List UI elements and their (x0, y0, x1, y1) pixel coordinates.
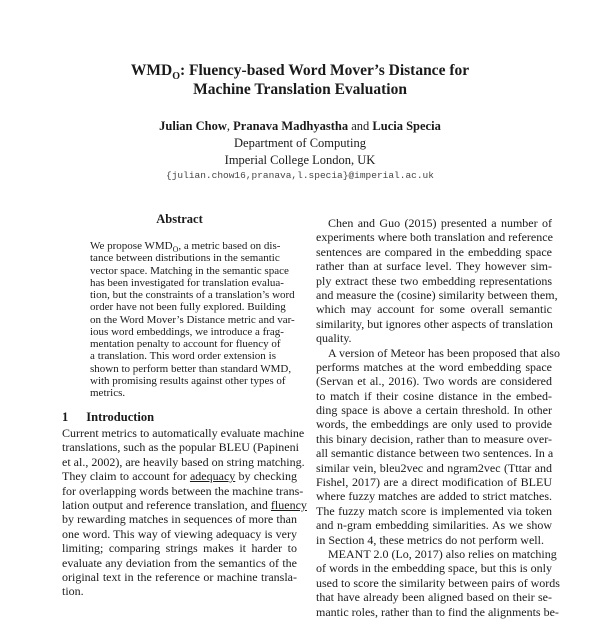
text-line: order have not been fully explored. Building (90, 301, 286, 314)
author-and: and (348, 119, 373, 133)
text-line: original text in the reference or machine transla- (62, 569, 297, 584)
subscript: O (172, 245, 179, 255)
text-segment: lation output and reference translation, and (62, 497, 271, 512)
text-line (62, 469, 297, 483)
text-line: A version of Meteor has been proposed that also (328, 345, 560, 360)
department: Department of Computing (234, 136, 366, 150)
text-line: vector space. Matching in the semantic space (90, 264, 289, 277)
text-line: quality. (316, 331, 352, 346)
title-rest: : Fluency-based Word Mover’s Distance for (179, 62, 470, 79)
text-line: for overlapping words between the machine trans- (62, 483, 304, 498)
text-line: sentences are compared in the embedding space (316, 244, 552, 259)
text-line: and measure the (cosine) similarity between them, (316, 287, 558, 302)
author-3: Lucia Specia (372, 119, 441, 133)
text-line: Current metrics to automatically evaluate machine (62, 426, 305, 440)
text-line: which may account for some overall semantic (316, 302, 552, 317)
text-line: this binary decision, rather than to measure over- (316, 431, 552, 446)
text-line: The fuzzy match score is implemented via token (316, 503, 552, 518)
text-line: in Section 4, these metrics do not perform well. (316, 532, 544, 547)
text-line: We propose $WMD_O$, a metric based on dis- (90, 240, 281, 255)
author-2: Pranava Madhyastha (233, 119, 349, 133)
text-line: that have already been aligned based on their se- (316, 590, 552, 605)
text-line: and n-gram embedding similarities. As we show (316, 518, 552, 533)
underlined-term: adequacy (189, 469, 236, 484)
right-column-body (316, 216, 560, 619)
text-line: Fishel, 2017) are a direct modification of BLEU (316, 475, 552, 490)
text-line: used to score the similarity between pairs of words (316, 575, 560, 590)
text-line: experiments where both translation and reference (316, 230, 553, 245)
text-line: one word. This way of viewing adequacy is very (62, 526, 297, 541)
paper-title-line2: Machine Translation Evaluation (193, 81, 407, 98)
author-sep: , (226, 119, 234, 133)
section-heading-introduction (62, 410, 154, 425)
text-line: all semantic distance between two sentences. In a (316, 446, 554, 461)
text-line: evaluate any deviation from the semantics of the (62, 555, 297, 570)
text-segment: by checking (235, 469, 297, 484)
text-line: has been investigated for translation evalua- (90, 276, 284, 289)
section-number: 1 (62, 410, 69, 424)
text-line: where fuzzy matches are added to strict matches. (316, 489, 552, 504)
abstract-heading: Abstract (156, 212, 203, 226)
text-line: to match if their cosine distance in the embed- (316, 388, 552, 403)
section-title: Introduction (86, 410, 155, 424)
text-line: tion. (62, 584, 84, 599)
text-line: ply extract these two embedding representations (316, 273, 552, 288)
email: {julian.chow16,pranava,l.specia}@imperial.ac.uk (166, 170, 434, 181)
text-line: on the Word Mover’s Distance metric and var- (90, 313, 295, 326)
text-line: mentation penalty to account for fluency of (90, 338, 281, 350)
text-line: translations, such as the popular BLEU (Papineni (62, 440, 299, 455)
title-subscript: O (172, 71, 180, 83)
author-1: Julian Chow (159, 119, 227, 133)
paper-title-line1 (0, 62, 600, 82)
text-line: with promising results against other types of (90, 374, 286, 387)
text-line: metrics. (90, 387, 126, 399)
text-line: of words in the embedding space, but this is only (316, 561, 552, 576)
title-wmd: WMD (130, 62, 173, 79)
abstract-body (90, 240, 295, 399)
text-line: tance between distributions in the semantic (90, 252, 280, 265)
text-line: tion, but the constraints of a translation’s word (90, 289, 295, 301)
text-line: (Servan et al., 2016). Two words are considered (316, 374, 552, 389)
introduction-body (62, 426, 307, 599)
text-line: similarity, but ignores other aspects of translation (316, 316, 553, 331)
text-line: ding space is above a certain threshold. In other (316, 403, 552, 418)
text-line: ious word embeddings, we introduce a frag- (90, 325, 284, 338)
text-line: a translation. This word order extension is (90, 350, 276, 363)
text-line (62, 497, 307, 512)
text-line: shown to perform better than standard WMD, (90, 362, 292, 375)
text-line: rather than at surface level. They however sim- (316, 259, 552, 274)
institution: Imperial College London, UK (224, 153, 376, 167)
underlined-term: fluency (270, 497, 307, 512)
text-line: by rewarding matches in sequences of more than (62, 512, 297, 527)
text-line: limiting; comparing strings makes it harder to (62, 541, 297, 556)
text-line: et al., 2002), are heavily based on string matching. (62, 454, 305, 469)
text-line: similar vein, bleu2vec and ngram2vec (Tttar and (316, 460, 552, 475)
text-line: words, the embeddings are only used to provide (316, 417, 552, 432)
authors (0, 119, 600, 134)
text-line: Chen and Guo (2015) presented a number of (328, 216, 552, 230)
text-line: mantic roles, rather than to find the alignments be- (316, 604, 559, 619)
text-segment: They claim to account for (62, 469, 190, 484)
text-line: MEANT 2.0 (Lo, 2017) also relies on matching (328, 546, 557, 561)
text-line: performs matches at the word embedding space (316, 359, 552, 374)
